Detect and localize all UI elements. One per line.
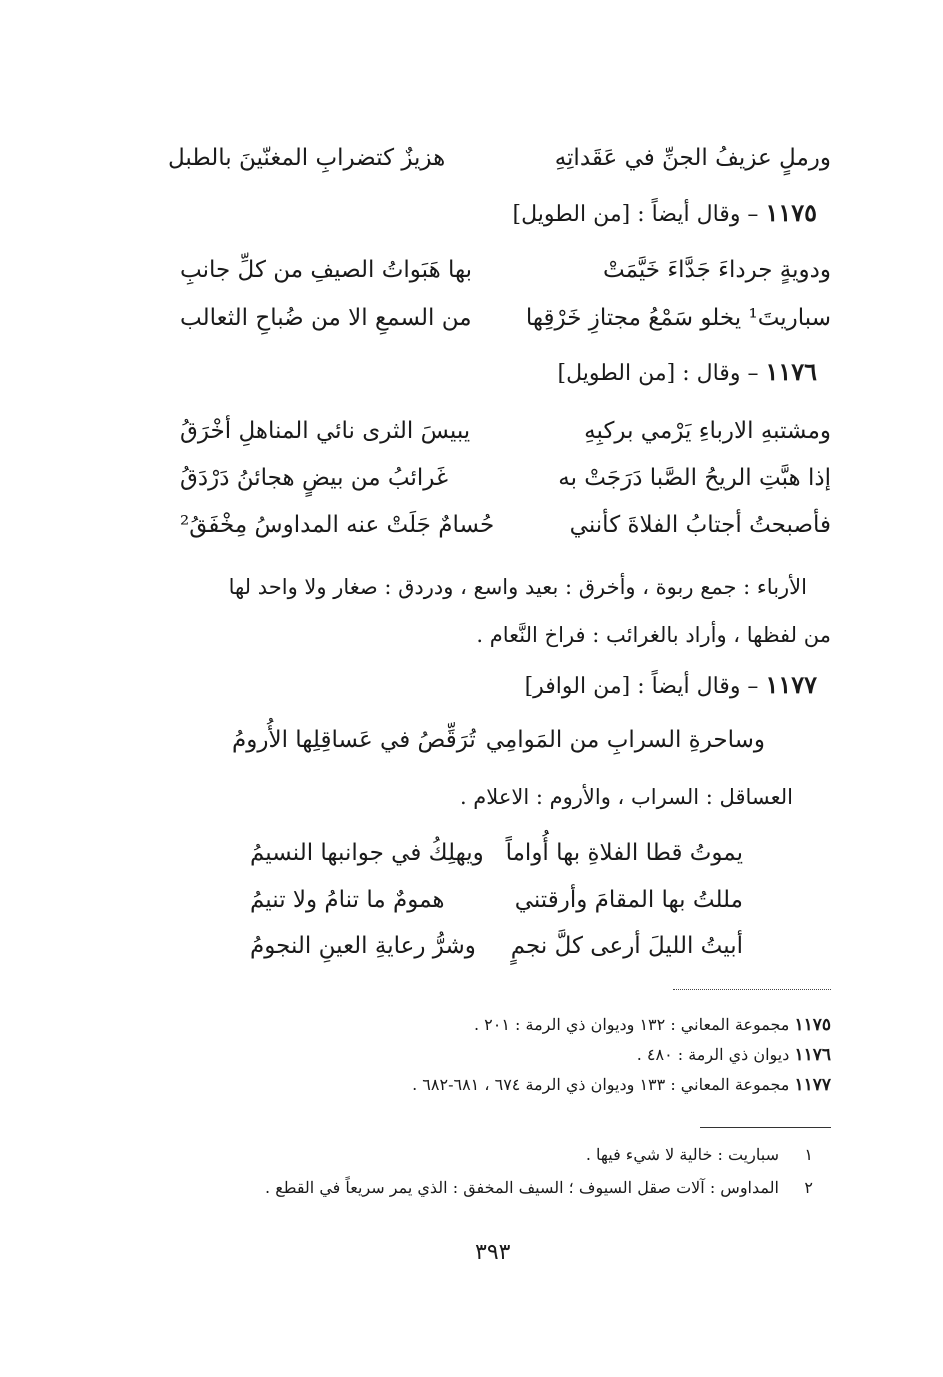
verse-1177-4-h1: أبيتُ الليلَ أرعى كلَّ نجمٍ: [510, 933, 743, 959]
verse-1176-3-h1: فأصبحتُ أجتابُ الفلاةَ كأنني: [569, 512, 831, 538]
source-1175: [474, 1015, 831, 1035]
source-1175-number: ١١٧٥: [794, 1015, 831, 1035]
verse-1176-2-h2: غَرائبُ من بيضٍ هجائنُ دَرْدَقُ: [180, 465, 449, 491]
source-1177-number: ١١٧٧: [794, 1075, 831, 1095]
footnote-1-text: سباريت : خالية لا شيء فيها .: [585, 1145, 779, 1164]
verse-1177-1-h2: تُرَقِّصُ في عَساقِلِها الأُرومُ: [232, 727, 476, 753]
poem-1177-number: ١١٧٧: [765, 670, 817, 699]
verse-1175-1-h1: ودويةٍ جرداءَ جَدَّاءَ خَيَّمَتْ: [602, 257, 831, 283]
verse-top-h2: هزيزٌ كتضرابِ المغنّينَ بالطبل: [168, 145, 446, 171]
footnote-2-text: المداوس : آلات صقل السيوف ؛ السيف المخفق : الذي يمر سريعاً في القطع .: [265, 1178, 779, 1197]
source-1176-text: ديوان ذي الرمة : ٤٨٠ .: [636, 1045, 790, 1064]
poem-1175-title: – وقال أيضاً : [من الطويل]: [512, 202, 759, 227]
page-number: ٣٩٣: [475, 1240, 511, 1265]
verse-1177-1-h1: وساحرةِ السرابِ من المَوامِي: [485, 727, 765, 753]
sources-divider: [673, 989, 831, 990]
poem-1176-number: ١١٧٦: [765, 357, 817, 386]
verse-1175-2-h2: من السمعِ الا من ضُباحِ الثعالب: [180, 305, 472, 331]
poem-1177-header: [525, 670, 817, 699]
source-1175-text: مجموعة المعاني : ١٣٢ وديوان ذي الرمة : ٢٠١ .: [473, 1015, 790, 1034]
poem-1177-title: – وقال أيضاً : [من الوافر]: [524, 674, 759, 699]
footnote-2-number: ٢: [804, 1178, 813, 1197]
source-1176: [637, 1045, 831, 1065]
source-1177-text: مجموعة المعاني : ١٣٣ وديوان ذي الرمة ٦٧٤ ، ٦٨١-٦٨٢ .: [412, 1075, 790, 1094]
verse-1175-1-h2: بها هَبَواتُ الصيفِ من كلِّ جانبِ: [180, 257, 473, 283]
verse-1177-4-h2: وشرُّ رعايةِ العينِ النجومُ: [250, 933, 476, 959]
poem-1176-title: – وقال : [من الطويل]: [557, 361, 759, 386]
footnote-1-number: ١: [804, 1145, 813, 1164]
gloss-1177: العساقل : السراب ، والأروم : الاعلام .: [459, 785, 793, 809]
verse-1176-2-h1: إذا هبَّتِ الريحُ الصَّبا دَرَجَتْ به: [558, 465, 831, 491]
verse-1177-2-h1: يموتُ قطا الفلاةِ بها أُواماً: [505, 840, 743, 866]
footnote-1: [586, 1145, 813, 1164]
verse-top-h1: ورملٍ عزيفُ الجنِّ في عَقَداتِهِ: [554, 145, 831, 171]
poem-1175-header: [513, 198, 818, 227]
gloss-1176-line-1: الأرباء : جمع ربوة ، وأخرق : بعيد واسع ، ودردق : صغار ولا واحد لها: [228, 575, 807, 599]
gloss-1176-line-2: من لفظها ، وأراد بالغرائب : فراخ النَّعام .: [476, 623, 831, 647]
verse-1177-2-h2: ويهلِكُ في جوانبها النسيمُ: [250, 840, 484, 866]
poem-1176-header: [558, 357, 817, 386]
footnotes-divider: [700, 1127, 831, 1128]
verse-1176-3-h2: حُسامٌ جَلَتْ عنه المداوسُ مِخْفَقُ²: [180, 512, 495, 538]
verse-1176-1-h1: ومشتبهِ الارباءِ يَرْمي بركبِهِ: [584, 418, 831, 444]
verse-1176-1-h2: يبيسَ الثرى نائي المناهلِ أخْرَقُ: [180, 418, 471, 444]
verse-1177-3-h1: مللتُ بها المقامَ وأرقتني: [514, 887, 743, 913]
footnote-2: [265, 1178, 813, 1197]
source-1177: [412, 1075, 831, 1095]
poem-1175-number: ١١٧٥: [765, 198, 817, 227]
source-1176-number: ١١٧٦: [794, 1045, 831, 1065]
verse-1177-3-h2: همومٌ ما تنامُ ولا تنيمُ: [250, 887, 445, 913]
verse-1175-2-h1: سباريتَ¹ يخلو سَمْعُ مجتازِ خَرْقِها: [525, 305, 831, 331]
